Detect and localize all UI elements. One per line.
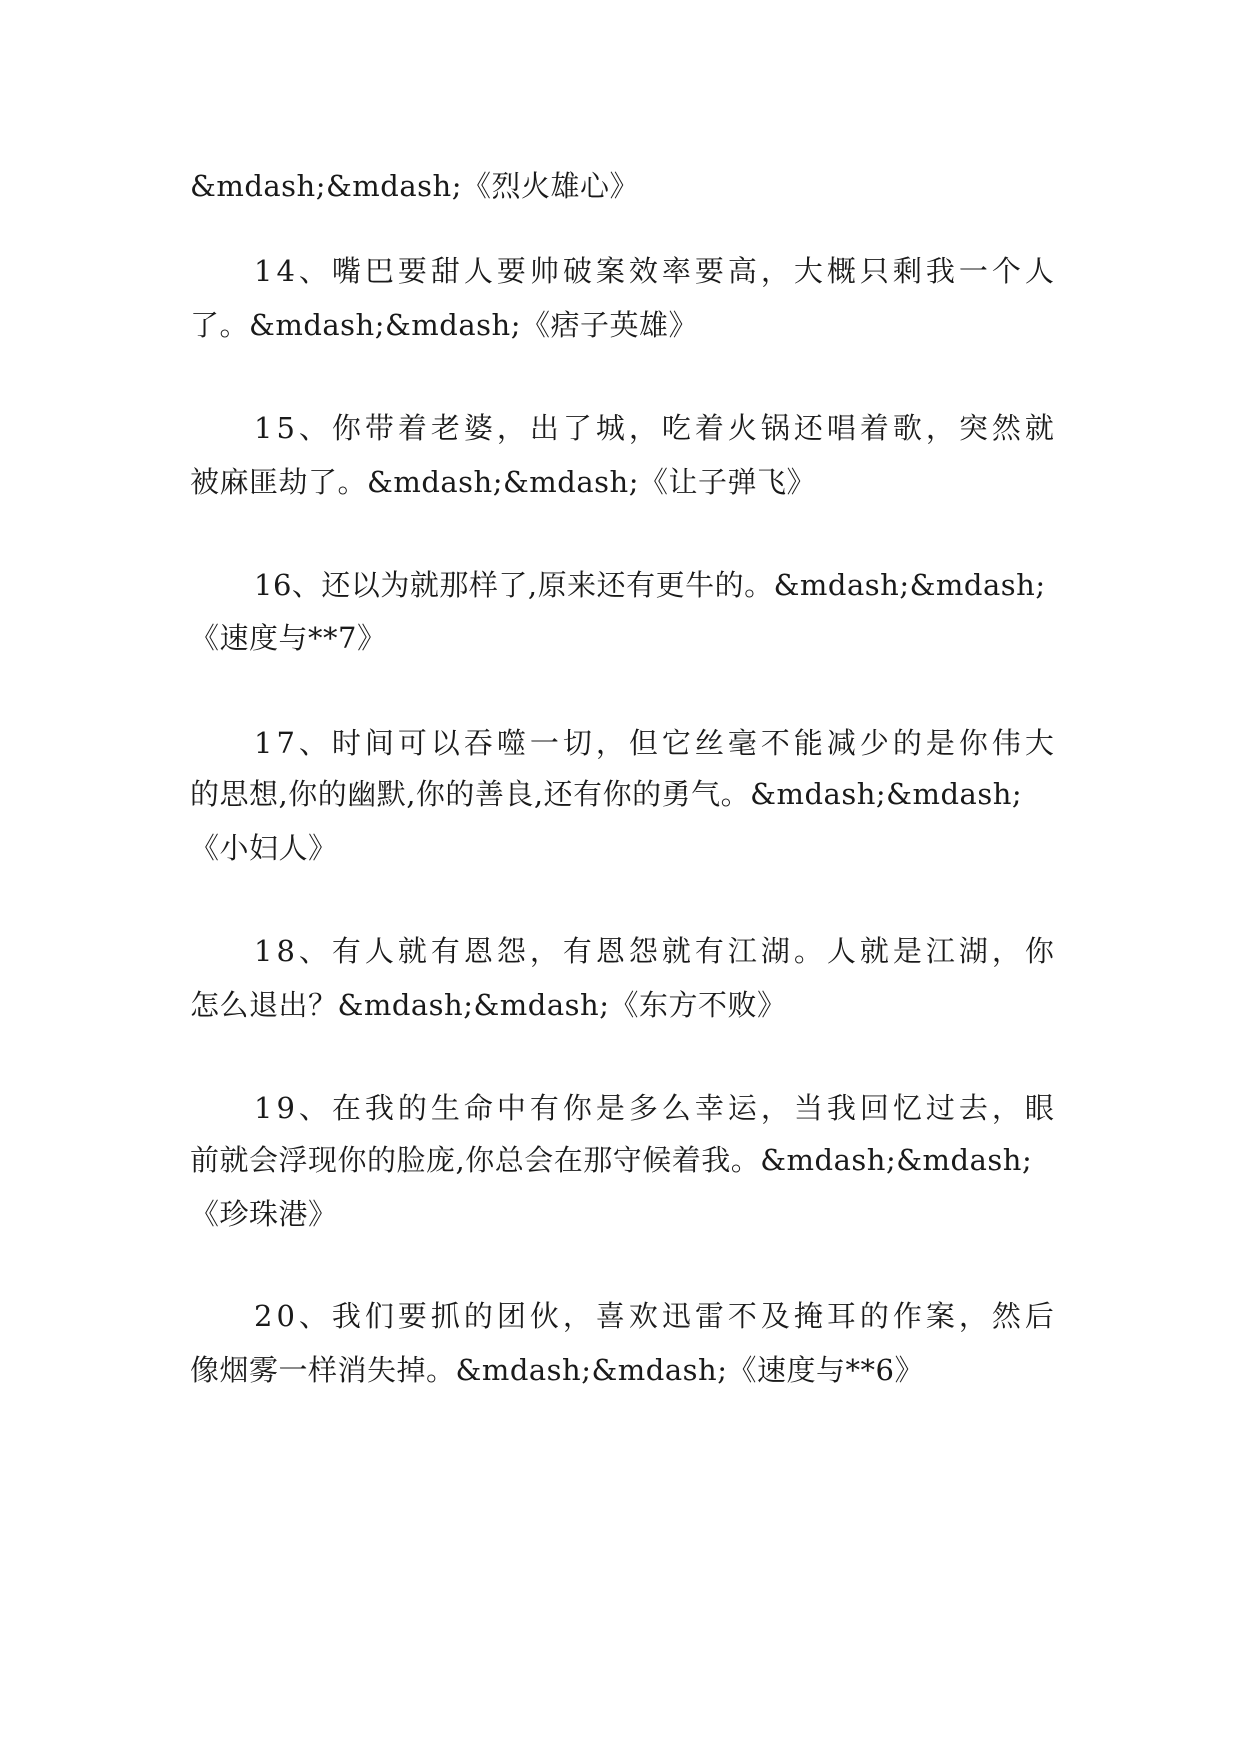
- quote-20-line-1: 20、我们要抓的团伙，喜欢迅雷不及掩耳的作案，然后: [254, 1299, 1058, 1333]
- quote-15-line-2: 被麻匪劫了。&mdash;&mdash;《让子弹飞》: [190, 465, 816, 499]
- quote-16-line-1: 16、还以为就那样了,原来还有更牛的。&mdash;&mdash;: [254, 568, 1046, 602]
- quote-18-line-1: 18、有人就有恩怨，有恩怨就有江湖。人就是江湖，你: [254, 934, 1058, 968]
- quote-18-line-2: 怎么退出？&mdash;&mdash;《东方不败》: [190, 988, 787, 1022]
- quote-17-line-2: 的思想,你的幽默,你的善良,还有你的勇气。&mdash;&mdash;: [190, 777, 1023, 811]
- quote-13-source: &mdash;&mdash;《烈火雄心》: [190, 169, 639, 203]
- quote-14-line-1: 14、嘴巴要甜人要帅破案效率要高，大概只剩我一个人: [254, 254, 1058, 288]
- quote-15-line-1: 15、你带着老婆，出了城，吃着火锅还唱着歌，突然就: [254, 411, 1058, 445]
- quote-16-line-2: 《速度与**7》: [190, 621, 387, 655]
- quote-14-line-2: 了。&mdash;&mdash;《痞子英雄》: [190, 308, 698, 342]
- quote-19-line-3: 《珍珠港》: [190, 1197, 338, 1231]
- quote-17-line-1: 17、时间可以吞噬一切，但它丝毫不能减少的是你伟大: [254, 726, 1058, 760]
- quote-19-line-2: 前就会浮现你的脸庞,你总会在那守候着我。&mdash;&mdash;: [190, 1143, 1033, 1177]
- quote-17-line-3: 《小妇人》: [190, 831, 338, 865]
- quote-20-line-2: 像烟雾一样消失掉。&mdash;&mdash;《速度与**6》: [190, 1353, 924, 1387]
- quote-19-line-1: 19、在我的生命中有你是多么幸运，当我回忆过去，眼: [254, 1091, 1058, 1125]
